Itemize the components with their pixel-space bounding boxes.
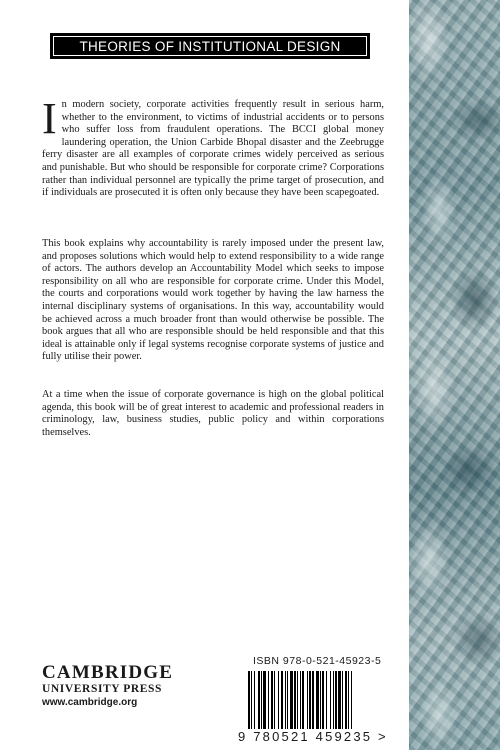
barcode-bar	[335, 671, 337, 729]
barcode-bar	[309, 671, 311, 729]
barcode-bar	[316, 671, 319, 729]
barcode-bar	[348, 671, 349, 729]
barcode-bar	[345, 671, 347, 729]
publisher-name: CAMBRIDGE	[42, 662, 174, 683]
barcode-digits: 9 780521 459235 >	[238, 729, 388, 744]
barcode-bar	[254, 671, 255, 729]
barcode-bar	[300, 671, 301, 729]
blurb-paragraph-2: This book explains why accountability is rarely imposed under the present law, and proposes solutions which would help to extend responsibility to a wide range of actors. The authors develop an Accountability Model which seeks to impose responsibility on all who are responsible for corporate crime. Under this Model, the courts and corporations would work together by having the law harness the internal disciplinary systems of organisations. In this way, accountability would be achieved across a much broader front than would otherwise be possible. The book argues that all who are responsible should be held responsible and that this ideal is attainable only if legal systems recognise corporate systems of justice and fully utilise their power.	[42, 238, 384, 363]
barcode-bar	[330, 671, 331, 729]
barcode-bar	[261, 671, 262, 729]
barcode-bar	[333, 671, 334, 729]
barcode-bar	[278, 671, 279, 729]
barcode-bar	[258, 671, 260, 729]
isbn-barcode-block	[238, 655, 398, 744]
barcode-bar	[285, 671, 286, 729]
barcode-bar	[322, 671, 324, 729]
barcode-bar	[302, 671, 304, 729]
blurb-paragraph-3: At a time when the issue of corporate governance is high on the global political agenda, this book will be of great interest to academic and professional readers in criminology, law, business studies, public policy and within corporations themselves.	[42, 389, 384, 438]
barcode-bar	[274, 671, 275, 729]
marble-texture-strip	[409, 0, 500, 750]
barcode-bar	[338, 671, 341, 729]
barcode-bar	[312, 671, 314, 729]
barcode-bar	[351, 671, 352, 729]
barcode-bar	[320, 671, 321, 729]
barcode-bar	[271, 671, 273, 729]
drop-cap: I	[42, 94, 57, 143]
publisher-url: www.cambridge.org	[42, 697, 138, 708]
blurb-paragraph-1	[42, 94, 384, 200]
series-title: THEORIES OF INSTITUTIONAL DESIGN	[79, 38, 341, 54]
barcode-bar	[251, 671, 252, 729]
series-title-bar	[50, 33, 370, 59]
barcode-bar	[342, 671, 343, 729]
barcode-bar	[326, 671, 327, 729]
publisher-logo	[42, 663, 202, 710]
paragraph-1-text: n modern society, corporate activities frequently result in serious harm, whether to the environment, to victims of industrial accidents or to persons who suffer loss from fraudulent operations. The BCCI global money laundering operation, the Union Carbide Bhopal disaster and the Zeebrugge ferry disaster are all examples of corporate crimes widely perceived as serious and punishable. But who should be responsible for corporate crime? Corporations rather than individual personnel are typically the prime target of prosecution, and if individuals are prosecuted it is often only because they have been scapegoated.	[42, 99, 384, 199]
barcode-bar	[297, 671, 298, 729]
barcode-bar	[307, 671, 308, 729]
barcode-bar	[268, 671, 269, 729]
barcode-bar	[263, 671, 266, 729]
barcode-bar	[281, 671, 283, 729]
barcode-bar	[290, 671, 293, 729]
barcode-bar	[294, 671, 296, 729]
isbn-label: ISBN 978-0-521-45923-5	[253, 655, 382, 667]
publisher-press: UNIVERSITY PRESS	[42, 683, 163, 695]
barcode-bar	[248, 671, 250, 729]
barcode-bar	[287, 671, 288, 729]
barcode-icon	[248, 671, 398, 729]
